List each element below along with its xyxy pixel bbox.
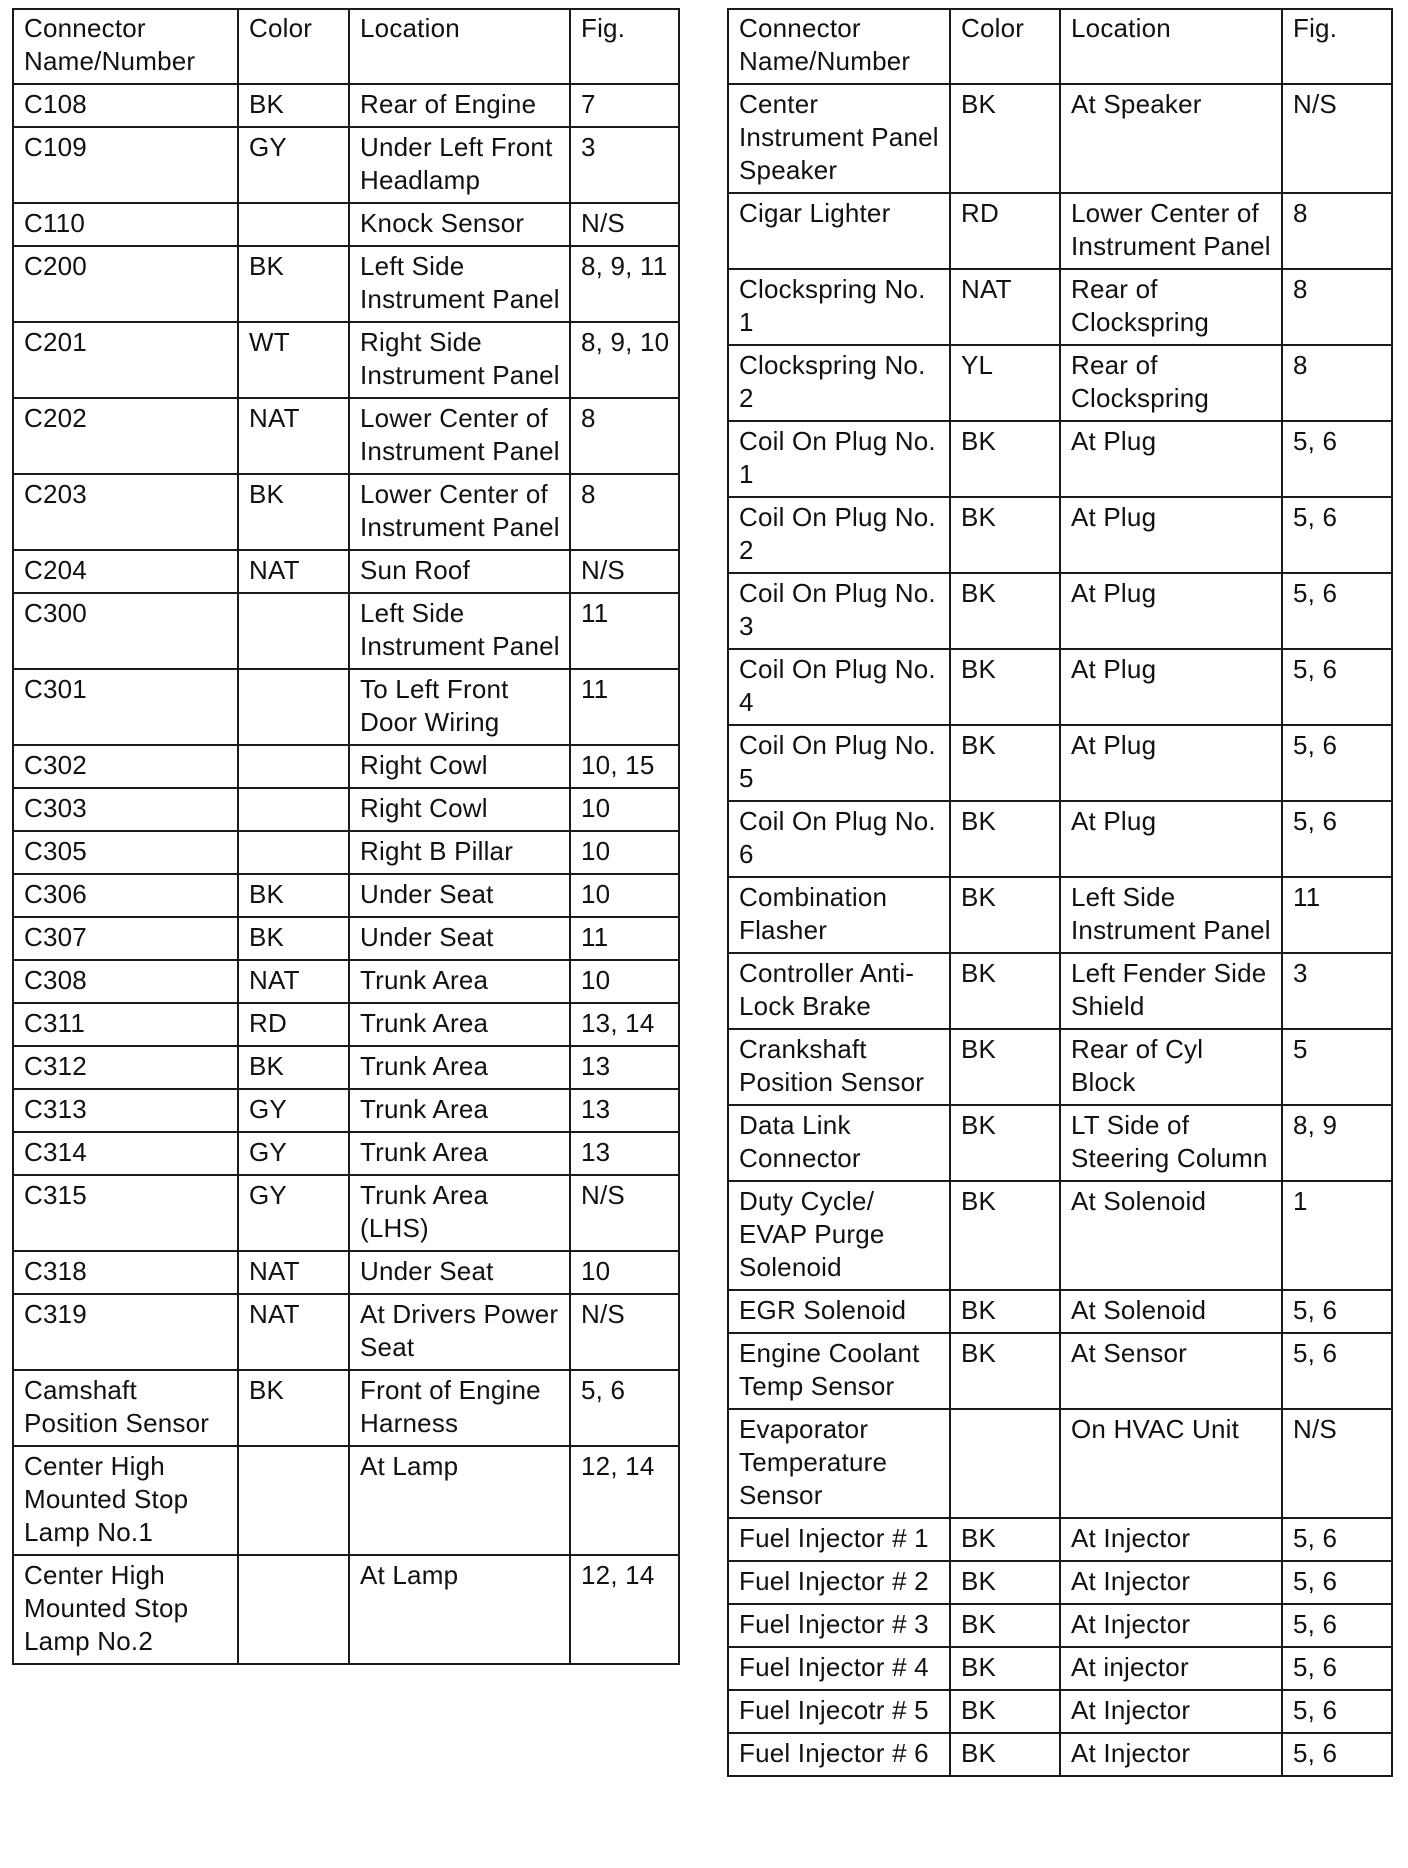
cell-fig: 8, 9: [1282, 1105, 1392, 1181]
cell-connector-name: Coil On Plug No. 4: [728, 649, 950, 725]
cell-fig: 5, 6: [1282, 1290, 1392, 1333]
cell-fig: 8, 9, 10: [570, 322, 679, 398]
table-row: [728, 345, 1392, 421]
table-row: [728, 801, 1392, 877]
cell-location: At Solenoid: [1060, 1290, 1282, 1333]
cell-color: BK: [950, 953, 1060, 1029]
table-row: [13, 322, 679, 398]
cell-fig: N/S: [570, 203, 679, 246]
cell-color: RD: [950, 193, 1060, 269]
table-row: [728, 1181, 1392, 1290]
cell-color: BK: [950, 1290, 1060, 1333]
cell-location: Under Seat: [349, 874, 570, 917]
table-row: [728, 269, 1392, 345]
table-row: [13, 127, 679, 203]
cell-color: NAT: [238, 1294, 349, 1370]
cell-fig: 5, 6: [1282, 573, 1392, 649]
cell-fig: 13: [570, 1132, 679, 1175]
cell-fig: 5, 6: [1282, 1733, 1392, 1776]
table-row: [13, 1251, 679, 1294]
cell-color: [238, 203, 349, 246]
cell-color: BK: [950, 801, 1060, 877]
cell-fig: 7: [570, 84, 679, 127]
table-row: [13, 917, 679, 960]
cell-connector-name: C300: [13, 593, 238, 669]
table-row: [13, 398, 679, 474]
cell-location: Rear of Clockspring: [1060, 345, 1282, 421]
table-row: [13, 1046, 679, 1089]
header-connector-name: Connector Name/Number: [728, 9, 950, 84]
table-row: [728, 1333, 1392, 1409]
cell-color: NAT: [238, 1251, 349, 1294]
cell-color: BK: [950, 1518, 1060, 1561]
cell-color: RD: [238, 1003, 349, 1046]
cell-connector-name: C314: [13, 1132, 238, 1175]
table-row: [13, 960, 679, 1003]
cell-color: BK: [950, 421, 1060, 497]
cell-connector-name: Coil On Plug No. 2: [728, 497, 950, 573]
cell-connector-name: Coil On Plug No. 5: [728, 725, 950, 801]
cell-connector-name: Camshaft Position Sensor: [13, 1370, 238, 1446]
cell-connector-name: EGR Solenoid: [728, 1290, 950, 1333]
cell-color: BK: [950, 649, 1060, 725]
table-row: [13, 1294, 679, 1370]
connector-table-left: [12, 8, 680, 1665]
header-color: Color: [950, 9, 1060, 84]
table-row: [728, 725, 1392, 801]
cell-color: WT: [238, 322, 349, 398]
cell-color: NAT: [950, 269, 1060, 345]
cell-connector-name: Coil On Plug No. 1: [728, 421, 950, 497]
table-row: [13, 669, 679, 745]
cell-fig: 13: [570, 1046, 679, 1089]
cell-location: At Plug: [1060, 801, 1282, 877]
cell-connector-name: Combination Flasher: [728, 877, 950, 953]
table-row: [13, 745, 679, 788]
cell-color: BK: [950, 1333, 1060, 1409]
cell-fig: 12, 14: [570, 1446, 679, 1555]
cell-fig: 8: [570, 474, 679, 550]
cell-location: Under Seat: [349, 917, 570, 960]
cell-connector-name: Crankshaft Position Sensor: [728, 1029, 950, 1105]
cell-connector-name: Fuel Injector # 1: [728, 1518, 950, 1561]
cell-location: On HVAC Unit: [1060, 1409, 1282, 1518]
cell-connector-name: C318: [13, 1251, 238, 1294]
cell-color: BK: [238, 917, 349, 960]
cell-fig: 5, 6: [1282, 1561, 1392, 1604]
cell-connector-name: C313: [13, 1089, 238, 1132]
table-row: [728, 1561, 1392, 1604]
cell-fig: 10: [570, 960, 679, 1003]
cell-fig: 8: [1282, 193, 1392, 269]
header-row: [13, 9, 679, 84]
cell-location: At Plug: [1060, 649, 1282, 725]
cell-connector-name: C203: [13, 474, 238, 550]
cell-location: Right Cowl: [349, 788, 570, 831]
cell-fig: 5, 6: [1282, 497, 1392, 573]
cell-color: GY: [238, 1132, 349, 1175]
cell-location: At Speaker: [1060, 84, 1282, 193]
cell-fig: 8: [1282, 345, 1392, 421]
cell-fig: N/S: [1282, 84, 1392, 193]
table-row: [13, 788, 679, 831]
table-row: [13, 1175, 679, 1251]
table-row: [13, 84, 679, 127]
cell-connector-name: C306: [13, 874, 238, 917]
cell-fig: N/S: [570, 1175, 679, 1251]
header-connector-name: Connector Name/Number: [13, 9, 238, 84]
cell-connector-name: Fuel Injector # 6: [728, 1733, 950, 1776]
cell-location: Right Side Instrument Panel: [349, 322, 570, 398]
cell-fig: 8: [570, 398, 679, 474]
table-row: [13, 1132, 679, 1175]
table-row: [13, 1089, 679, 1132]
cell-location: Trunk Area: [349, 960, 570, 1003]
table-row: [728, 1029, 1392, 1105]
cell-fig: 13, 14: [570, 1003, 679, 1046]
cell-color: BK: [950, 1733, 1060, 1776]
cell-color: BK: [950, 1647, 1060, 1690]
cell-color: BK: [950, 497, 1060, 573]
table-row: [728, 84, 1392, 193]
cell-connector-name: C108: [13, 84, 238, 127]
cell-color: BK: [950, 1690, 1060, 1733]
table-row: [728, 1409, 1392, 1518]
cell-color: BK: [950, 1105, 1060, 1181]
cell-connector-name: Engine Coolant Temp Sensor: [728, 1333, 950, 1409]
cell-location: Knock Sensor: [349, 203, 570, 246]
cell-location: Trunk Area: [349, 1132, 570, 1175]
cell-color: NAT: [238, 960, 349, 1003]
cell-location: At Plug: [1060, 497, 1282, 573]
cell-connector-name: Center High Mounted Stop Lamp No.1: [13, 1446, 238, 1555]
cell-color: GY: [238, 1089, 349, 1132]
cell-fig: 3: [1282, 953, 1392, 1029]
cell-fig: 5, 6: [1282, 725, 1392, 801]
header-fig: Fig.: [570, 9, 679, 84]
cell-connector-name: C311: [13, 1003, 238, 1046]
cell-fig: 5: [1282, 1029, 1392, 1105]
cell-connector-name: C319: [13, 1294, 238, 1370]
cell-color: BK: [950, 1181, 1060, 1290]
cell-color: NAT: [238, 550, 349, 593]
cell-color: [238, 669, 349, 745]
cell-connector-name: C109: [13, 127, 238, 203]
table-row: [13, 1370, 679, 1446]
cell-fig: 5, 6: [1282, 1518, 1392, 1561]
cell-color: BK: [950, 573, 1060, 649]
cell-fig: 1: [1282, 1181, 1392, 1290]
header-fig: Fig.: [1282, 9, 1392, 84]
table-row: [13, 246, 679, 322]
cell-fig: 11: [570, 593, 679, 669]
cell-color: YL: [950, 345, 1060, 421]
cell-connector-name: C305: [13, 831, 238, 874]
cell-location: LT Side of Steering Column: [1060, 1105, 1282, 1181]
cell-fig: 3: [570, 127, 679, 203]
cell-location: Rear of Clockspring: [1060, 269, 1282, 345]
cell-fig: 5, 6: [1282, 1690, 1392, 1733]
cell-color: BK: [950, 725, 1060, 801]
table-row: [728, 649, 1392, 725]
cell-location: Trunk Area: [349, 1003, 570, 1046]
cell-fig: 12, 14: [570, 1555, 679, 1664]
table-row: [13, 1003, 679, 1046]
table-row: [13, 550, 679, 593]
table-row: [13, 874, 679, 917]
cell-location: Trunk Area: [349, 1046, 570, 1089]
cell-location: At Sensor: [1060, 1333, 1282, 1409]
cell-connector-name: C302: [13, 745, 238, 788]
table-row: [728, 1690, 1392, 1733]
cell-fig: 11: [570, 669, 679, 745]
cell-fig: 5, 6: [1282, 1604, 1392, 1647]
cell-color: BK: [238, 474, 349, 550]
cell-location: At Injector: [1060, 1561, 1282, 1604]
cell-connector-name: C315: [13, 1175, 238, 1251]
cell-color: BK: [950, 877, 1060, 953]
cell-location: Front of Engine Harness: [349, 1370, 570, 1446]
cell-location: At Injector: [1060, 1733, 1282, 1776]
cell-connector-name: Controller Anti-Lock Brake: [728, 953, 950, 1029]
cell-fig: 8: [1282, 269, 1392, 345]
table-row: [13, 831, 679, 874]
cell-location: Lower Center of Instrument Panel: [349, 398, 570, 474]
cell-fig: 8, 9, 11: [570, 246, 679, 322]
table-row: [728, 1105, 1392, 1181]
cell-fig: 10: [570, 1251, 679, 1294]
cell-location: Rear of Engine: [349, 84, 570, 127]
cell-color: GY: [238, 1175, 349, 1251]
cell-color: [238, 1555, 349, 1664]
cell-connector-name: Duty Cycle/ EVAP Purge Solenoid: [728, 1181, 950, 1290]
cell-connector-name: Fuel Injector # 4: [728, 1647, 950, 1690]
cell-location: Left Fender Side Shield: [1060, 953, 1282, 1029]
cell-color: [238, 593, 349, 669]
cell-location: At Plug: [1060, 573, 1282, 649]
table-row: [728, 1518, 1392, 1561]
cell-color: [238, 831, 349, 874]
cell-location: Lower Center of Instrument Panel: [1060, 193, 1282, 269]
cell-fig: 10, 15: [570, 745, 679, 788]
cell-connector-name: C308: [13, 960, 238, 1003]
cell-fig: 10: [570, 874, 679, 917]
cell-location: Left Side Instrument Panel: [1060, 877, 1282, 953]
cell-fig: 5, 6: [1282, 421, 1392, 497]
cell-connector-name: C307: [13, 917, 238, 960]
cell-color: BK: [950, 1604, 1060, 1647]
table-row: [728, 1604, 1392, 1647]
cell-color: BK: [950, 1561, 1060, 1604]
cell-location: Lower Center of Instrument Panel: [349, 474, 570, 550]
header-location: Location: [349, 9, 570, 84]
header-location: Location: [1060, 9, 1282, 84]
cell-location: At Drivers Power Seat: [349, 1294, 570, 1370]
table-row: [728, 953, 1392, 1029]
cell-location: At Injector: [1060, 1518, 1282, 1561]
table-row: [728, 1647, 1392, 1690]
cell-location: At Plug: [1060, 725, 1282, 801]
cell-location: Left Side Instrument Panel: [349, 246, 570, 322]
cell-fig: N/S: [1282, 1409, 1392, 1518]
cell-connector-name: Data Link Connector: [728, 1105, 950, 1181]
table-row: [13, 1446, 679, 1555]
cell-connector-name: Clockspring No. 1: [728, 269, 950, 345]
cell-color: BK: [238, 1370, 349, 1446]
table-row: [728, 1733, 1392, 1776]
cell-connector-name: Center Instrument Panel Speaker: [728, 84, 950, 193]
table-row: [728, 877, 1392, 953]
cell-fig: 13: [570, 1089, 679, 1132]
table-row: [13, 203, 679, 246]
cell-connector-name: Fuel Injector # 2: [728, 1561, 950, 1604]
cell-fig: 10: [570, 788, 679, 831]
cell-connector-name: C303: [13, 788, 238, 831]
cell-color: BK: [950, 1029, 1060, 1105]
cell-connector-name: Fuel Injector # 3: [728, 1604, 950, 1647]
cell-connector-name: Evaporator Temperature Sensor: [728, 1409, 950, 1518]
cell-color: BK: [238, 84, 349, 127]
cell-fig: 5, 6: [1282, 1647, 1392, 1690]
cell-color: [950, 1409, 1060, 1518]
cell-color: [238, 1446, 349, 1555]
cell-connector-name: Fuel Injecotr # 5: [728, 1690, 950, 1733]
cell-location: At Plug: [1060, 421, 1282, 497]
cell-location: Trunk Area (LHS): [349, 1175, 570, 1251]
cell-location: Trunk Area: [349, 1089, 570, 1132]
cell-connector-name: Coil On Plug No. 6: [728, 801, 950, 877]
header-row: [728, 9, 1392, 84]
cell-connector-name: C204: [13, 550, 238, 593]
cell-fig: N/S: [570, 550, 679, 593]
cell-location: At Injector: [1060, 1604, 1282, 1647]
cell-fig: 10: [570, 831, 679, 874]
table-row: [728, 1290, 1392, 1333]
cell-location: Right B Pillar: [349, 831, 570, 874]
cell-connector-name: C200: [13, 246, 238, 322]
cell-fig: 5, 6: [1282, 649, 1392, 725]
cell-color: BK: [238, 1046, 349, 1089]
cell-location: Left Side Instrument Panel: [349, 593, 570, 669]
cell-connector-name: C110: [13, 203, 238, 246]
cell-fig: 11: [570, 917, 679, 960]
cell-location: Right Cowl: [349, 745, 570, 788]
header-color: Color: [238, 9, 349, 84]
cell-location: Under Seat: [349, 1251, 570, 1294]
cell-location: At Lamp: [349, 1555, 570, 1664]
table-row: [13, 593, 679, 669]
cell-location: At Solenoid: [1060, 1181, 1282, 1290]
cell-fig: 5, 6: [1282, 1333, 1392, 1409]
cell-connector-name: C201: [13, 322, 238, 398]
table-row: [13, 1555, 679, 1664]
cell-fig: 11: [1282, 877, 1392, 953]
table-row: [728, 421, 1392, 497]
cell-connector-name: C202: [13, 398, 238, 474]
cell-color: [238, 745, 349, 788]
cell-location: At Injector: [1060, 1690, 1282, 1733]
cell-location: Sun Roof: [349, 550, 570, 593]
connector-table-right: [727, 8, 1393, 1777]
table-row: [728, 573, 1392, 649]
cell-connector-name: C301: [13, 669, 238, 745]
cell-color: BK: [950, 84, 1060, 193]
table-row: [728, 193, 1392, 269]
cell-connector-name: Cigar Lighter: [728, 193, 950, 269]
cell-location: Rear of Cyl Block: [1060, 1029, 1282, 1105]
cell-connector-name: C312: [13, 1046, 238, 1089]
cell-fig: 5, 6: [1282, 801, 1392, 877]
table-row: [13, 474, 679, 550]
cell-color: [238, 788, 349, 831]
cell-color: BK: [238, 246, 349, 322]
cell-location: At injector: [1060, 1647, 1282, 1690]
table-row: [728, 497, 1392, 573]
cell-color: NAT: [238, 398, 349, 474]
cell-fig: N/S: [570, 1294, 679, 1370]
cell-color: BK: [238, 874, 349, 917]
cell-connector-name: Center High Mounted Stop Lamp No.2: [13, 1555, 238, 1664]
cell-location: At Lamp: [349, 1446, 570, 1555]
cell-connector-name: Clockspring No. 2: [728, 345, 950, 421]
cell-fig: 5, 6: [570, 1370, 679, 1446]
cell-location: Under Left Front Headlamp: [349, 127, 570, 203]
cell-location: To Left Front Door Wiring: [349, 669, 570, 745]
cell-connector-name: Coil On Plug No. 3: [728, 573, 950, 649]
cell-color: GY: [238, 127, 349, 203]
